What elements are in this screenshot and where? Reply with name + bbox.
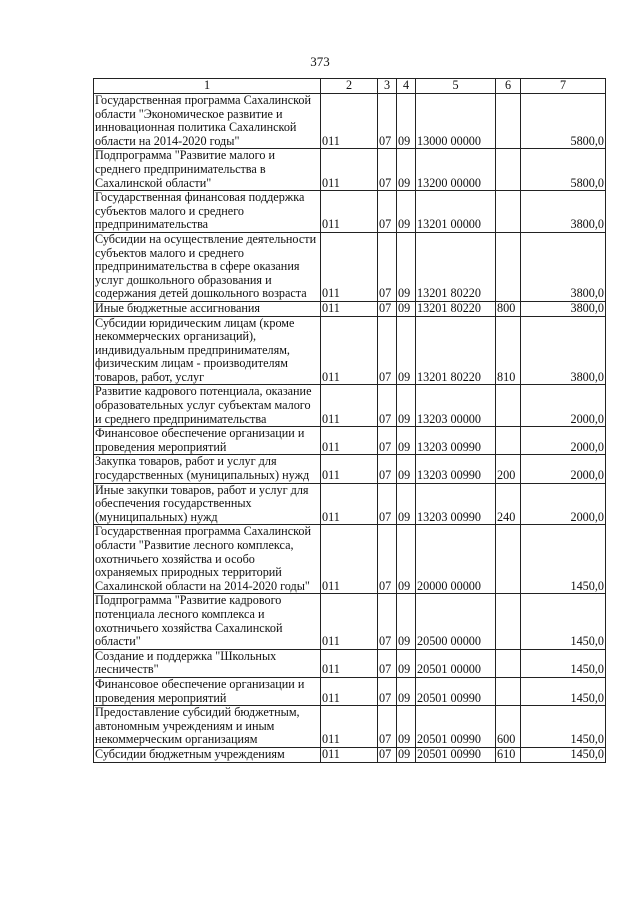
row-section-cell: 07 <box>378 677 397 705</box>
row-subsection-cell: 09 <box>397 316 416 385</box>
row-target-article-cell: 20500 00000 <box>416 594 496 649</box>
row-section-cell: 07 <box>378 706 397 748</box>
row-name-cell: Финансовое обеспечение организации и проведения мероприятий <box>94 427 321 455</box>
row-expense-type-cell: 610 <box>496 747 521 762</box>
header-col-4: 4 <box>397 79 416 94</box>
row-amount-cell: 3800,0 <box>521 232 606 301</box>
row-name-cell: Развитие кадрового потенциала, оказание образовательных услуг субъектам малого и среднего предпринимательства <box>94 385 321 427</box>
row-name-cell: Государственная программа Сахалинской области "Развитие лесного комплекса, охотничьего хозяйства и особо охраняемых природных территорий Сахалинской области на 2014-2020 годы" <box>94 525 321 594</box>
row-section-cell: 07 <box>378 94 397 149</box>
row-target-article-cell: 20501 00000 <box>416 649 496 677</box>
row-ministry-code-cell: 011 <box>321 649 378 677</box>
row-amount-cell: 3800,0 <box>521 316 606 385</box>
row-expense-type-cell <box>496 594 521 649</box>
row-target-article-cell: 13203 00000 <box>416 385 496 427</box>
row-subsection-cell: 09 <box>397 525 416 594</box>
row-expense-type-cell <box>496 232 521 301</box>
row-section-cell: 07 <box>378 483 397 525</box>
row-target-article-cell: 20501 00990 <box>416 677 496 705</box>
row-subsection-cell: 09 <box>397 706 416 748</box>
row-name-cell: Субсидии юридическим лицам (кроме некоммерческих организаций), индивидуальным предпринимателям, физическим лицам - производителям товаров, работ, услуг <box>94 316 321 385</box>
row-subsection-cell: 09 <box>397 94 416 149</box>
row-amount-cell: 1450,0 <box>521 747 606 762</box>
row-section-cell: 07 <box>378 649 397 677</box>
row-ministry-code-cell: 011 <box>321 94 378 149</box>
row-expense-type-cell <box>496 677 521 705</box>
row-name-cell: Подпрограмма "Развитие кадрового потенциала лесного комплекса и охотничьего хозяйства Сахалинской области" <box>94 594 321 649</box>
row-name-cell: Иные закупки товаров, работ и услуг для обеспечения государственных (муниципальных) нужд <box>94 483 321 525</box>
row-ministry-code-cell: 011 <box>321 706 378 748</box>
row-amount-cell: 1450,0 <box>521 525 606 594</box>
row-section-cell: 07 <box>378 316 397 385</box>
row-ministry-code-cell: 011 <box>321 525 378 594</box>
row-amount-cell: 2000,0 <box>521 385 606 427</box>
table-row <box>94 525 606 594</box>
row-ministry-code-cell: 011 <box>321 677 378 705</box>
row-section-cell: 07 <box>378 747 397 762</box>
row-subsection-cell: 09 <box>397 649 416 677</box>
row-target-article-cell: 13203 00990 <box>416 427 496 455</box>
row-expense-type-cell <box>496 149 521 191</box>
row-subsection-cell: 09 <box>397 149 416 191</box>
row-subsection-cell: 09 <box>397 385 416 427</box>
table-body <box>94 94 606 763</box>
row-target-article-cell: 13203 00990 <box>416 455 496 483</box>
row-section-cell: 07 <box>378 455 397 483</box>
row-section-cell: 07 <box>378 427 397 455</box>
row-expense-type-cell: 800 <box>496 301 521 316</box>
table-row <box>94 191 606 233</box>
row-name-cell: Создание и поддержка "Школьных лесничеств" <box>94 649 321 677</box>
row-expense-type-cell <box>496 191 521 233</box>
table-row <box>94 483 606 525</box>
row-section-cell: 07 <box>378 594 397 649</box>
row-amount-cell: 1450,0 <box>521 677 606 705</box>
row-expense-type-cell <box>496 525 521 594</box>
row-ministry-code-cell: 011 <box>321 594 378 649</box>
row-name-cell: Субсидии на осуществление деятельности субъектов малого и среднего предпринимательства в сфере оказания услуг дошкольного образования и содержания детей дошкольного возраста <box>94 232 321 301</box>
row-ministry-code-cell: 011 <box>321 455 378 483</box>
budget-table <box>93 78 606 763</box>
page-number: 373 <box>310 54 330 69</box>
row-section-cell: 07 <box>378 301 397 316</box>
row-section-cell: 07 <box>378 191 397 233</box>
row-amount-cell: 5800,0 <box>521 149 606 191</box>
row-name-cell: Иные бюджетные ассигнования <box>94 301 321 316</box>
row-target-article-cell: 13201 80220 <box>416 301 496 316</box>
row-target-article-cell: 20501 00990 <box>416 747 496 762</box>
row-amount-cell: 1450,0 <box>521 594 606 649</box>
row-section-cell: 07 <box>378 149 397 191</box>
row-section-cell: 07 <box>378 385 397 427</box>
table-row <box>94 594 606 649</box>
table-row <box>94 706 606 748</box>
table-row <box>94 747 606 762</box>
row-expense-type-cell: 810 <box>496 316 521 385</box>
row-name-cell: Подпрограмма "Развитие малого и среднего предпринимательства в Сахалинской области" <box>94 149 321 191</box>
table-row <box>94 301 606 316</box>
row-amount-cell: 2000,0 <box>521 427 606 455</box>
row-amount-cell: 5800,0 <box>521 94 606 149</box>
row-target-article-cell: 13201 80220 <box>416 232 496 301</box>
row-target-article-cell: 13201 00000 <box>416 191 496 233</box>
row-name-cell: Финансовое обеспечение организации и проведения мероприятий <box>94 677 321 705</box>
row-target-article-cell: 13200 00000 <box>416 149 496 191</box>
row-expense-type-cell <box>496 427 521 455</box>
table-header-row <box>94 79 606 94</box>
row-expense-type-cell <box>496 385 521 427</box>
row-target-article-cell: 13000 00000 <box>416 94 496 149</box>
row-subsection-cell: 09 <box>397 232 416 301</box>
row-subsection-cell: 09 <box>397 747 416 762</box>
row-expense-type-cell: 600 <box>496 706 521 748</box>
row-amount-cell: 1450,0 <box>521 706 606 748</box>
row-subsection-cell: 09 <box>397 594 416 649</box>
row-ministry-code-cell: 011 <box>321 316 378 385</box>
header-col-7: 7 <box>521 79 606 94</box>
row-ministry-code-cell: 011 <box>321 191 378 233</box>
row-target-article-cell: 13201 80220 <box>416 316 496 385</box>
row-subsection-cell: 09 <box>397 483 416 525</box>
row-section-cell: 07 <box>378 525 397 594</box>
row-amount-cell: 2000,0 <box>521 455 606 483</box>
row-subsection-cell: 09 <box>397 455 416 483</box>
row-subsection-cell: 09 <box>397 301 416 316</box>
header-col-3: 3 <box>378 79 397 94</box>
row-amount-cell: 3800,0 <box>521 191 606 233</box>
table-row <box>94 149 606 191</box>
row-ministry-code-cell: 011 <box>321 232 378 301</box>
table-row <box>94 677 606 705</box>
row-name-cell: Государственная финансовая поддержка субъектов малого и среднего предпринимательства <box>94 191 321 233</box>
row-name-cell: Субсидии бюджетным учреждениям <box>94 747 321 762</box>
table-row <box>94 649 606 677</box>
header-col-6: 6 <box>496 79 521 94</box>
row-ministry-code-cell: 011 <box>321 427 378 455</box>
table-row <box>94 427 606 455</box>
header-col-5: 5 <box>416 79 496 94</box>
row-subsection-cell: 09 <box>397 427 416 455</box>
row-ministry-code-cell: 011 <box>321 385 378 427</box>
row-ministry-code-cell: 011 <box>321 747 378 762</box>
row-expense-type-cell: 200 <box>496 455 521 483</box>
header-col-1: 1 <box>94 79 321 94</box>
row-expense-type-cell: 240 <box>496 483 521 525</box>
row-target-article-cell: 20501 00990 <box>416 706 496 748</box>
row-amount-cell: 3800,0 <box>521 301 606 316</box>
row-subsection-cell: 09 <box>397 677 416 705</box>
row-name-cell: Предоставление субсидий бюджетным, автономным учреждениям и иным некоммерческим организациям <box>94 706 321 748</box>
row-ministry-code-cell: 011 <box>321 301 378 316</box>
row-target-article-cell: 13203 00990 <box>416 483 496 525</box>
row-name-cell: Государственная программа Сахалинской области "Экономическое развитие и инновационная политика Сахалинской области на 2014-2020 годы" <box>94 94 321 149</box>
table-row <box>94 232 606 301</box>
table-row <box>94 385 606 427</box>
row-amount-cell: 1450,0 <box>521 649 606 677</box>
table-row <box>94 316 606 385</box>
row-amount-cell: 2000,0 <box>521 483 606 525</box>
row-expense-type-cell <box>496 649 521 677</box>
table-row <box>94 455 606 483</box>
row-expense-type-cell <box>496 94 521 149</box>
header-col-2: 2 <box>321 79 378 94</box>
row-target-article-cell: 20000 00000 <box>416 525 496 594</box>
table-row <box>94 94 606 149</box>
row-name-cell: Закупка товаров, работ и услуг для государственных (муниципальных) нужд <box>94 455 321 483</box>
row-ministry-code-cell: 011 <box>321 483 378 525</box>
row-subsection-cell: 09 <box>397 191 416 233</box>
row-section-cell: 07 <box>378 232 397 301</box>
row-ministry-code-cell: 011 <box>321 149 378 191</box>
